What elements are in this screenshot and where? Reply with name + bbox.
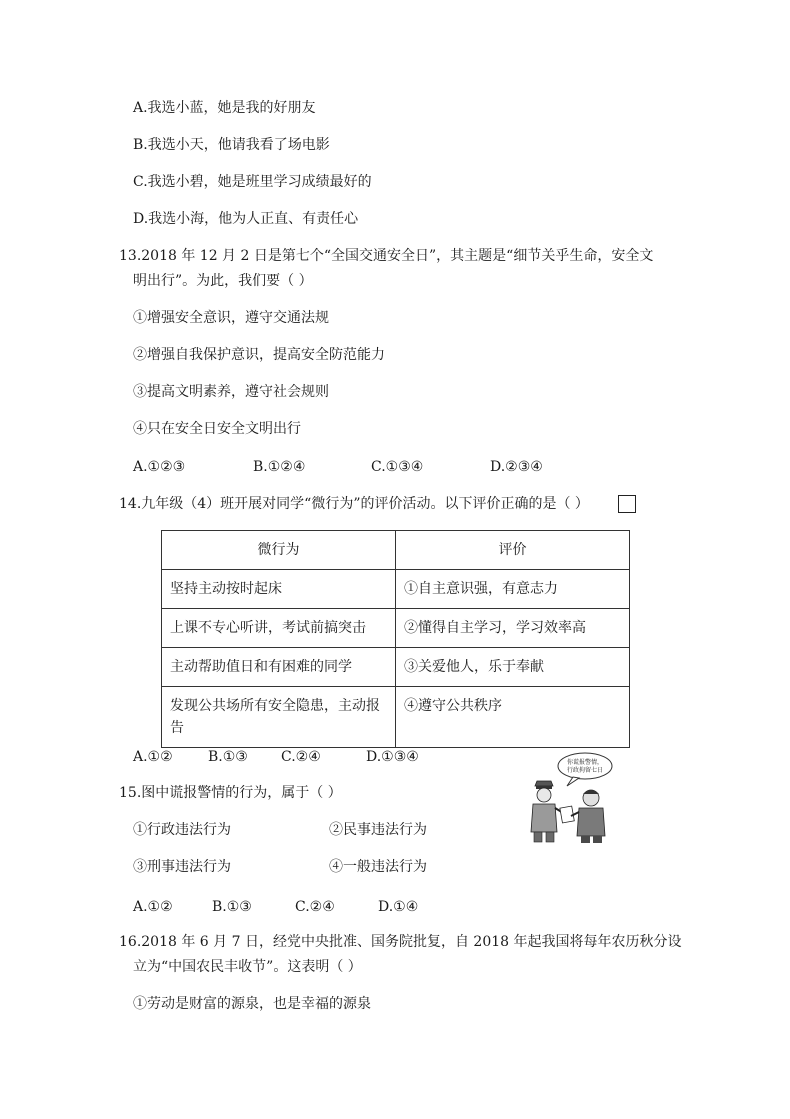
q12-option-a: A.我选小蓝，她是我的好朋友 [133, 100, 316, 116]
q14-choice-a: A.①② [133, 749, 173, 765]
q15-item-2: ②民事违法行为 [329, 822, 427, 838]
q14-stem: 14.九年级（4）班开展对同学“微行为”的评价活动。以下评价正确的是（ ） [119, 496, 589, 512]
q15-item-3: ③刑事违法行为 [133, 859, 231, 875]
q16-item-1: ①劳动是财富的源泉，也是幸福的源泉 [133, 996, 371, 1012]
table-cell: ①自主意识强，有意志力 [396, 570, 630, 609]
bubble-text-line2: 行政拘留七日 [566, 767, 604, 774]
speech-bubble [558, 753, 612, 779]
q13-stem-line1: 13.2018 年 12 月 2 日是第七个“全国交通安全日”，其主题是“细节关乎生命，安全文 [119, 248, 654, 264]
table-header-evaluation: 评价 [396, 531, 630, 570]
table-row [162, 570, 630, 609]
q15-choice-b: B.①③ [212, 899, 252, 915]
table-cell: 主动帮助值日和有困难的同学 [162, 648, 396, 687]
q15-item-4: ④一般违法行为 [329, 859, 427, 875]
man-figure [571, 790, 605, 843]
table-cell: 坚持主动按时起床 [162, 570, 396, 609]
q15-choice-d: D.①④ [378, 899, 419, 915]
table-cell: ②懂得自主学习，学习效率高 [396, 609, 630, 648]
cartoon-illustration [515, 752, 615, 844]
q14-choice-c: C.②④ [281, 749, 321, 765]
table-cell: ③关爱他人，乐于奉献 [396, 648, 630, 687]
q12-option-b: B.我选小天，他请我看了场电影 [133, 137, 330, 153]
speech-bubble-tail [567, 777, 579, 786]
q16-stem-line1: 16.2018 年 6 月 7 日，经党中央批准、国务院批复，自 2018 年起我国将每年农历秋分设 [119, 934, 682, 950]
q13-item-3: ③提高文明素养，遵守社会规则 [133, 384, 329, 400]
table-header-behavior: 微行为 [162, 531, 396, 570]
q13-choice-a: A.①②③ [133, 459, 186, 475]
q15-item-1: ①行政违法行为 [133, 822, 231, 838]
q13-choice-b: B.①②④ [253, 459, 306, 475]
q13-choice-c: C.①③④ [371, 459, 424, 475]
table-cell: 发现公共场所有安全隐患，主动报告 [162, 687, 396, 748]
q15-choice-a: A.①② [133, 899, 173, 915]
q16-stem-line2: 立为“中国农民丰收节”。这表明（ ） [133, 959, 362, 975]
q13-choice-d: D.②③④ [490, 459, 543, 475]
q15-choice-c: C.②④ [295, 899, 335, 915]
q13-item-2: ②增强自我保护意识，提高安全防范能力 [133, 347, 385, 363]
q13-item-1: ①增强安全意识，遵守交通法规 [133, 310, 329, 326]
police-officer-figure [531, 781, 565, 842]
q14-choice-b: B.①③ [208, 749, 248, 765]
q12-option-c: C.我选小碧，她是班里学习成绩最好的 [133, 174, 372, 190]
q15-stem: 15.图中谎报警情的行为，属于（ ） [119, 785, 342, 801]
q14-choice-d: D.①③④ [366, 749, 419, 765]
q13-stem-line2: 明出行”。为此，我们要（ ） [133, 273, 313, 289]
table-cell: 上课不专心听讲，考试前搞突击 [162, 609, 396, 648]
q14-evaluation-table [161, 530, 630, 748]
q12-option-d: D.我选小海，他为人正直、有责任心 [133, 211, 359, 227]
table-header-row [162, 531, 630, 570]
table-cell: ④遵守公共秩序 [396, 687, 630, 748]
table-row [162, 687, 630, 748]
answer-box [618, 495, 636, 513]
bubble-text-line1: 你谎报警情， [566, 759, 604, 766]
table-row [162, 609, 630, 648]
q13-item-4: ④只在安全日安全文明出行 [133, 421, 301, 437]
table-row [162, 648, 630, 687]
